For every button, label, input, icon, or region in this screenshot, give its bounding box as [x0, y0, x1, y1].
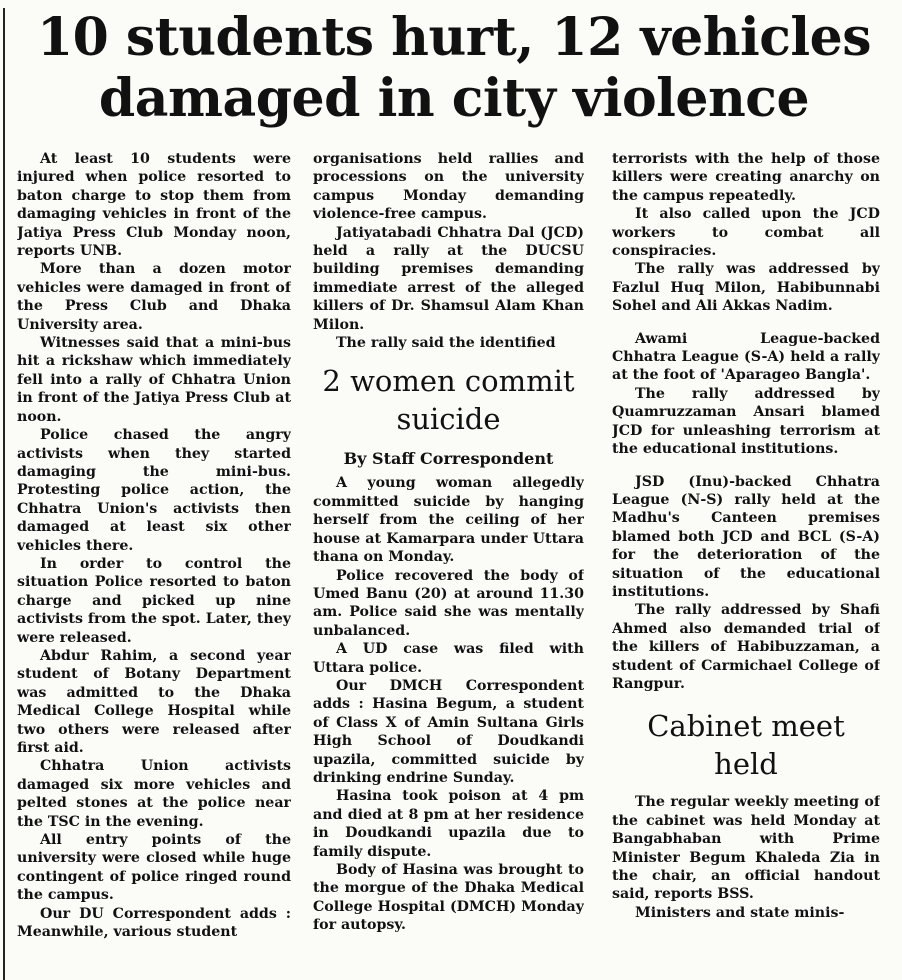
paragraph: The regular weekly meeting of the cabinet was held Monday at Bangabhaban with Prime Minister Begum Khaleda Zia in the chair, an official handout said, reports BSS. [612, 794, 880, 903]
cabinet-headline [612, 707, 880, 783]
suicide-headline [313, 362, 584, 438]
paragraph: organisations held rallies and processions on the university campus Monday demanding violence-free campus. [313, 151, 584, 223]
paragraph: The rally was addressed by Fazlul Huq Milon, Habibunnabi Sohel and Ali Akkas Nadim. [612, 261, 880, 315]
paragraph: The rally said the identified [336, 335, 556, 352]
paragraph: Police recovered the body of Umed Banu (20) at around 11.30 am. Police said she was mentally unbalanced. [313, 567, 584, 639]
paragraph: Awami League-backed Chhatra League (S-A) held a rally at the foot of 'Aparageo Bangla'. [612, 330, 880, 384]
paragraph: Chhatra Union activists damaged six more vehicles and pelted stones at the police near the TSC in the evening. [17, 758, 291, 830]
paragraph: More than a dozen motor vehicles were damaged in front of the Press Club and Dhaka University area. [17, 261, 291, 333]
paragraph: A young woman allegedly committed suicide by hanging herself from the ceiling of her house at Kamarpara under Uttara thana on Monday. [313, 475, 584, 566]
paragraph: JSD (Inu)-backed Chhatra League (N-S) rally held at the Madhu's Canteen premises blamed both JCD and BCL (S-A) for the deterioration of the situation of the educational institutions. [612, 473, 880, 600]
byline: By Staff Correspondent [343, 449, 554, 469]
paragraph: All entry points of the university were closed while huge contingent of police ringed round the campus. [17, 832, 291, 904]
paragraph: terrorists with the help of those killers were creating anarchy on the campus repeatedly. [612, 151, 880, 204]
cabinet-headline-line1: Cabinet meet [647, 709, 845, 744]
column-1 [17, 150, 291, 980]
paragraph: The rally addressed by Quamruzzaman Ansari blamed JCD for unleashing terrorism at the educational institutions. [612, 385, 880, 458]
paragraph: Our DMCH Correspondent adds : Hasina Begum, a student of Class X of Amin Sultana Girls High School of Doudkandi upazila, committed suicide by drinking endrine Sunday. [313, 677, 584, 786]
paragraph: Police chased the angry activists when they started damaging the mini-bus. Protesting police action, the Chhatra Union's activists then damaged at least six other vehicles there. [17, 427, 291, 554]
cabinet-headline-line2: held [714, 747, 778, 782]
paragraph: The rally addressed by Shafi Ahmed also demanded trial of the killers of Habibuzzaman, a student of Carmichael College of Rangpur. [612, 602, 880, 692]
paragraph: At least 10 students were injured when police resorted to baton charge to stop them from damaging vehicles in front of the Jatiya Press Club Monday noon, reports UNB. [17, 151, 291, 260]
suicide-headline-line1: 2 women commit [322, 364, 575, 399]
paragraph: Abdur Rahim, a second year student of Botany Department was admitted to the Dhaka Medical College Hospital while two others were released after first aid. [17, 647, 291, 756]
paragraph: Hasina took poison at 4 pm and died at 8 pm at her residence in Doudkandi upazila due to family dispute. [313, 788, 584, 860]
paragraph: In order to control the situation Police resorted to baton charge and picked up nine activists from the spot. Later, they were released. [17, 555, 291, 646]
headline: 10 students hurt, 12 vehicles damaged in city violence [36, 7, 872, 129]
paragraph: A UD case was filed with Uttara police. [313, 641, 584, 676]
paragraph: Our DU Correspondent adds : Meanwhile, various student [17, 905, 291, 941]
column-3 [612, 150, 880, 980]
paragraph: Jatiyatabadi Chhatra Dal (JCD) held a rally at the DUCSU building premises demanding immediate arrest of the alleged killers of Dr. Shamsul Alam Khan Milon. [313, 224, 584, 333]
column-rule [3, 8, 5, 980]
column-2 [313, 150, 584, 980]
paragraph: It also called upon the JCD workers to combat all conspiracies. [612, 206, 880, 260]
suicide-headline-line2: suicide [396, 402, 501, 437]
paragraph: Witnesses said that a mini-bus hit a rickshaw which immediately fell into a rally of Chhatra Union in front of the Jatiya Press Club at noon. [17, 335, 291, 425]
paragraph: Ministers and state minis- [635, 904, 845, 921]
paragraph: Body of Hasina was brought to the morgue of the Dhaka Medical College Hospital (DMCH) Monday for autopsy. [313, 862, 584, 934]
